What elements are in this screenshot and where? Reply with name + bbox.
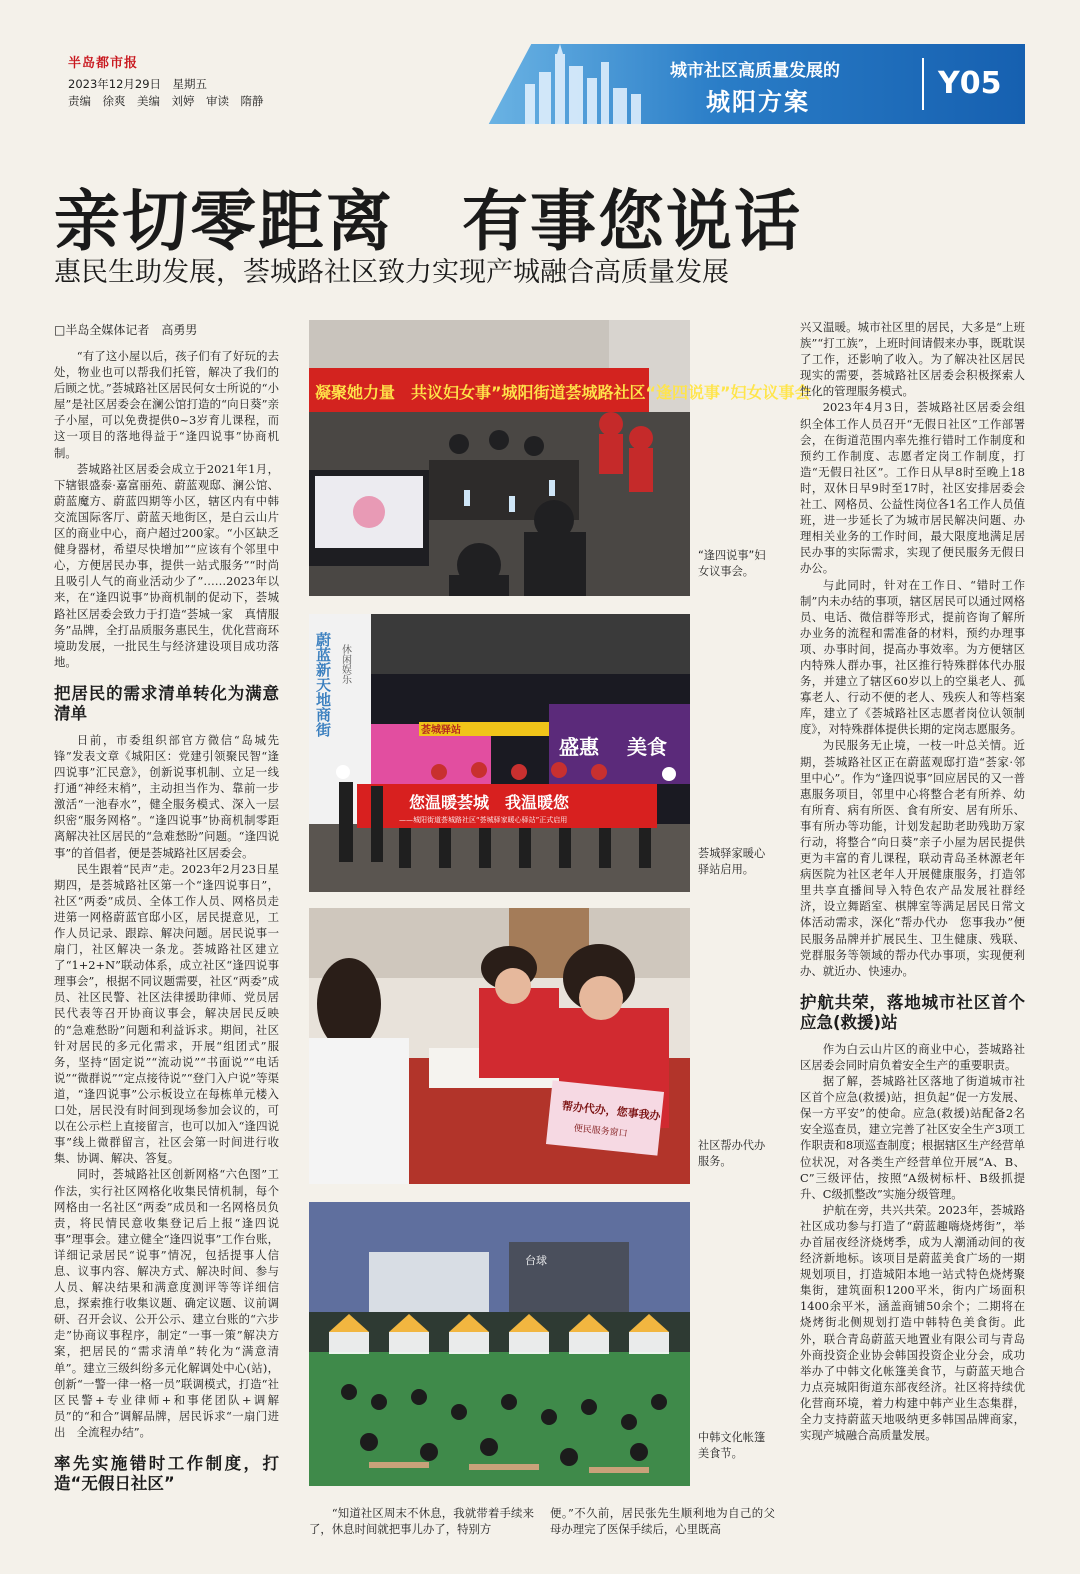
banner-title-line1: 城市社区高质量发展的 — [670, 61, 840, 81]
right-article-column — [800, 319, 1025, 1559]
banner-title-line2: 城阳方案 — [706, 88, 810, 116]
newspaper-logo: 半岛都市报 — [68, 56, 139, 71]
station-sign-text: 荟城驿站 — [421, 725, 461, 736]
paragraph: 与此同时，针对在工作日、“错时工作制”内未办结的事项，辖区居民可以通过网格员、电话、微信群等形式，提前咨询了解所办业务的流程和需准备的材料，预约办理事项、办事时间，提高办事效率。为方便辖区内特殊人群办事，社区推行特殊群体代办服务，并建立了辖区60岁以上的空巢老人、孤寡老人、行动不便的老人、残疾人和等档案库，建立了《荟城路社区志愿者岗位认领制度》，对特殊群体提供长期的定岗志愿服务。 — [800, 577, 1025, 737]
page-number: Y05 — [938, 66, 1002, 101]
building-sign-text: 台球 — [525, 1254, 547, 1267]
desk-sign-subtext: 便民服务窗口 — [573, 1123, 628, 1140]
paragraph: 民生跟着“民声”走。2023年2月23日星期四，是荟城路社区第一个“逢四说事日”，社区“两委”成员、全体工作人员、网格员走进第一网格蔚蓝官邸小区，居民提意见，工作人员记录、跟踪、解决问题。居民说事一扇门，社区解决一条龙。荟城路社区建立了“1+2+N”联动体系，成立社区“逢四说事理事会”，根据不同议题需要，社区“两委”成员、社区民警、社区法律援助律师、党员居民代表等召开协商议事会，解决居民反映的“急难愁盼”问题和利益诉求。期间，社区针对居民的多元化需求，开展“组团式”服务，坚持“固定说”“流动说”“书面说”“电话说”“微群说”“定点接待说”“登门入户说”等渠道，“逢四说事”公示板设立在每栋单元楼入口处，居民没有时间到现场参加会议的，可以在公示栏上直接留言，也可以加入“逢四说事”线上微群留言，社区会第一时间进行收集、协调、解决、答复。 — [54, 861, 279, 1166]
paragraph: 同时，荟城路社区创新网格“六色图”工作法，实行社区网格化收集民情机制，每个网格由一名社区“两委”成员和一名网格员负责，将民情民意收集登记后上报“逢四说事”理事会。建立健全“逢四说事”工作台账，详细记录居民“说事”情况，包括提事人信息、议事内容、解决方式、解决时间、参与人员、解决结果和满意度测评等等详细信息，探索推行收集议题、确定议题、议前调研、召开会议、公开公示、建立台账的“六步走”协商议事程序，制定“一事一策”解决方案，把居民的“需求清单”转化为“满意清单”。建立三级纠纷多元化解调处中心(站)，创新“一警一律一格一员”联调模式，打造“社区民警+专业律师+和事佬团队+调解员”的“和合”调解品牌，居民诉求“一扇门进出 全流程办结”。 — [54, 1167, 279, 1439]
paragraph: 据了解，荟城路社区落地了街道城市社区首个应急(救援)站，担负起“促一方发展、保一方平安”的使命。应急(救援)站配备2名安全巡查员，建立完善了社区安全生产3项工作职责和8项巡查制度；根据辖区生产经营单位状况，对各类生产经营单位开展“A、B、C”三级评估，按照“A级树标杆、B级抓提升、C级抓整改”实施分级管理。 — [800, 1074, 1025, 1201]
paragraph: “有了这小屋以后，孩子们有了好玩的去处，物业也可以帮我们托管，解决了我们的后顾之忧。”荟城路社区居民何女士所说的“小屋”是社区居委会在澜公馆打造的“向日葵”亲子小屋，可以免费提供0~3岁育儿课程，而这一项目的落地得益于“逢四说事”协商机制。 — [54, 349, 279, 460]
left-article-column — [54, 348, 279, 1548]
section-heading: 率先实施错时工作制度，打造“无假日社区” — [54, 1454, 279, 1493]
mall-sign-text: 盛惠 — [559, 735, 599, 759]
paragraph: 兴又温暖。城市社区里的居民，大多是“上班族”“打工族”，上班时间请假来办事，既耽误了工作，还影响了收入。为了解决社区居民现实的需要，荟城路社区居委会积极探索人性化的管理服务模式。 — [800, 320, 1025, 399]
paragraph: 为民服务无止境，一枝一叶总关情。近期，荟城路社区正在蔚蓝观邸打造“荟家·邻里中心”。作为“逢四说事”回应居民的又一普惠服务项目，邻里中心将整合老有所养、幼有所育、病有所医、食有所安、居有所乐、事有所办等功能，计划发起助老助残助万家行动，将整合“向日葵”亲子小屋为居民提供更为丰富的育儿课程，联动青岛圣林源老年病医院为社区老年人开展健康服务，打造邻里共享直播间导入特色农产品发展社群经济，设立舞蹈室、棋牌室等满足居民日常文体活动需求，深化“帮办代办 您事我办”便民服务品牌并扩展民生、卫生健康、残联、党群服务等领域的帮办代办事项，实现便利办、就近办、快速办。 — [800, 738, 1025, 978]
paragraph: 日前，市委组织部官方微信“岛城先锋”发表文章《城阳区：党建引领聚民智“逢四说事”汇民意》，创新说事机制、立足一线打通“神经末梢”，主动担当作为、靠前一步激活“一池春水”，健全服务模式、深入一层织密“服务网格”。“逢四说事”协商机制零距离解决社区居民的“急难愁盼”问题。“逢四说事”的首倡者，便是荟城路社区居委会。 — [54, 732, 279, 860]
photo-service-window — [309, 908, 690, 1184]
photo-caption: 社区帮办代办服务。 — [698, 1139, 766, 1168]
paragraph: 2023年4月3日，荟城路社区居委会组织全体工作人员召开“无假日社区”工作部署会，在街道范围内率先推行错时工作制度和预约工作制度、志愿者定岗工作制度，打造“无假日社区”。工作日从早8时至晚上18时，双休日早9时至17时，社区安排居委会社工、网格员、公益性岗位各1名工作人员值班，进一步延长了为城市居民解决问题、办理相关业务的工作时间，最大限度地满足居民办事的实际需求，实现了便民服务无假日办公。 — [800, 400, 1025, 576]
photo-caption: “逢四说事”妇女议事会。 — [698, 549, 766, 578]
photo-caption: 中韩文化帐篷美食节。 — [698, 1431, 766, 1460]
photo-station-opening — [309, 614, 690, 892]
issue-date: 2023年12月29日 星期五 — [68, 77, 208, 91]
section-heading: 把居民的需求清单转化为满意清单 — [54, 683, 279, 723]
event-banner-subtext: ——城阳街道荟城路社区“荟城驿家暖心驿站”正式启用 — [399, 816, 568, 824]
mall-pillar-subtext: 休闲娱乐 — [339, 644, 351, 684]
desk-sign-text: 帮办代办，您事我办 — [561, 1099, 662, 1123]
paragraph: 作为白云山片区的商业中心，荟城路社区居委会同时肩负着安全生产的重要职责。 — [800, 1041, 1025, 1072]
mall-pillar-text: 蔚蓝新天地商街 — [314, 632, 332, 737]
headline: 亲切零距离 有事您说话 — [54, 183, 802, 260]
mall-sign-text: 美食 — [627, 735, 667, 759]
editor-credits: 责编 徐爽 美编 刘婷 审读 隋静 — [68, 94, 264, 108]
photo-banner-text: 凝聚她力量 共议妇女事”城阳街道荟城路社区“逢四说事”妇女议事会 — [315, 383, 811, 402]
byline: □半岛全媒体记者 高勇男 — [54, 323, 198, 337]
paragraph: 荟城路社区居委会成立于2021年1月，下辖银盛泰·嘉富丽苑、蔚蓝观邸、澜公馆、蔚蓝魔方、蔚蓝四期等小区，辖区内有中韩交流国际客厅、蔚蓝天地街区，是白云山片区的商业中心，商户超过200家。“小区缺乏健身器材，希望尽快增加”“应该有个邻里中心，方便居民办事，提供一站式服务”“时尚且吸引人气的商业活动少了”……2023年以来，在“逢四说事”协商机制的促动下，荟城路社区居委会致力于打造“荟城一家 真情服务”品牌，全打品质服务惠民生，优化营商环境助发展，一批民生与经济建设项目成功落地。 — [54, 461, 279, 669]
section-heading: 护航共荣，落地城市社区首个应急(救援)站 — [800, 992, 1025, 1032]
continuation-text-b: 便。”不久前，居民张先生顺利地为自己的父母办理完了医保手续后，心里既高 — [550, 1506, 775, 1537]
city-skyline-graphic — [505, 44, 685, 124]
subheadline: 惠民生助发展，荟城路社区致力实现产城融合高质量发展 — [54, 257, 729, 288]
photo-caption: 荟城驿家暖心驿站启用。 — [698, 847, 766, 876]
paragraph: 护航在旁，共兴共荣。2023年，荟城路社区成功参与打造了“蔚蓝趣嗨烧烤街”，举办首届夜经济烧烤季，成为人潮涌动间的夜经济新地标。该项目是蔚蓝美食广场的一期规划项目，打造城阳本地一站式特色烧烤聚集街，建筑面积1200平米，街内广场面积1400余平米，涵盖商铺50余个；二期将在烧烤街北侧规划打造中韩特色美食街。此外，联合青岛蔚蓝天地置业有限公司与青岛外商投资企业协会韩国投资企业分会，成功举办了中韩文化帐篷美食节，与蔚蓝天地合力点亮城阳街道东部夜经济。社区将持续优化营商环境，着力构建中韩产业生态集群，全力支持蔚蓝天地吸纳更多韩国品牌商家，实现产城融合高质量发展。 — [800, 1202, 1025, 1443]
section-banner — [470, 44, 1025, 124]
photo-women-council-meeting — [309, 320, 811, 596]
photo-food-festival — [309, 1202, 690, 1486]
continuation-text-a: “知道社区周末不休息，我就带着手续来了，休息时间就把事儿办了，特别方 — [309, 1506, 534, 1537]
event-banner-text: 您温暖荟城 我温暖您 — [409, 793, 570, 812]
